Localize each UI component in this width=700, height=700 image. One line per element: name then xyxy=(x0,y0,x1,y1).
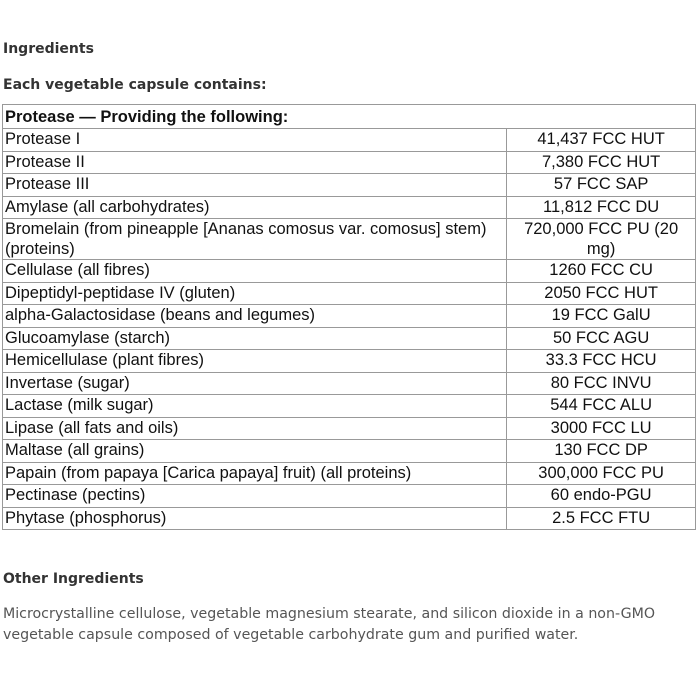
ingredient-name: Maltase (all grains) xyxy=(3,440,507,463)
table-row xyxy=(3,219,696,260)
ingredient-amount: 11,812 FCC DU xyxy=(507,196,696,219)
ingredient-name: Protease II xyxy=(3,151,507,174)
ingredient-amount: 544 FCC ALU xyxy=(507,395,696,418)
ingredient-name: Protease III xyxy=(3,174,507,197)
ingredients-table xyxy=(2,104,696,530)
table-row xyxy=(3,282,696,305)
ingredient-amount: 60 endo-PGU xyxy=(507,485,696,508)
table-row xyxy=(3,151,696,174)
ingredient-amount: 720,000 FCC PU (20 mg) xyxy=(507,219,696,260)
ingredient-name: Phytase (phosphorus) xyxy=(3,507,507,530)
ingredient-amount: 50 FCC AGU xyxy=(507,327,696,350)
each-capsule-heading: Each vegetable capsule contains: xyxy=(3,77,267,93)
ingredient-amount: 19 FCC GalU xyxy=(507,305,696,328)
table-row xyxy=(3,440,696,463)
table-row xyxy=(3,485,696,508)
ingredient-name: Pectinase (pectins) xyxy=(3,485,507,508)
table-row xyxy=(3,372,696,395)
table-row xyxy=(3,260,696,283)
ingredient-amount: 2050 FCC HUT xyxy=(507,282,696,305)
other-ingredients-heading: Other Ingredients xyxy=(3,571,144,587)
ingredient-name: Dipeptidyl-peptidase IV (gluten) xyxy=(3,282,507,305)
ingredient-name: Amylase (all carbohydrates) xyxy=(3,196,507,219)
ingredient-amount: 2.5 FCC FTU xyxy=(507,507,696,530)
table-row xyxy=(3,395,696,418)
table-row xyxy=(3,417,696,440)
ingredient-name: alpha-Galactosidase (beans and legumes) xyxy=(3,305,507,328)
ingredient-amount: 57 FCC SAP xyxy=(507,174,696,197)
table-row xyxy=(3,462,696,485)
ingredient-name: Lipase (all fats and oils) xyxy=(3,417,507,440)
ingredient-amount: 33.3 FCC HCU xyxy=(507,350,696,373)
table-row xyxy=(3,129,696,152)
ingredient-name: Papain (from papaya [Carica papaya] fruit) (all proteins) xyxy=(3,462,507,485)
ingredient-name: Hemicellulase (plant fibres) xyxy=(3,350,507,373)
other-ingredients-text: Microcrystalline cellulose, vegetable magnesium stearate, and silicon dioxide in a non-GMO vegetable capsule composed of vegetable carbohydrate gum and purified water. xyxy=(3,606,656,643)
table-header-cell: Protease — Providing the following: xyxy=(3,105,696,129)
ingredient-name: Bromelain (from pineapple [Ananas comosus var. comosus] stem) (proteins) xyxy=(3,219,507,260)
ingredient-amount: 1260 FCC CU xyxy=(507,260,696,283)
ingredient-amount: 130 FCC DP xyxy=(507,440,696,463)
ingredients-heading: Ingredients xyxy=(3,41,94,57)
table-row xyxy=(3,327,696,350)
table-header-row xyxy=(3,105,696,129)
table-row xyxy=(3,196,696,219)
ingredient-name: Lactase (milk sugar) xyxy=(3,395,507,418)
ingredient-amount: 7,380 FCC HUT xyxy=(507,151,696,174)
table-row xyxy=(3,305,696,328)
ingredient-amount: 41,437 FCC HUT xyxy=(507,129,696,152)
table-row xyxy=(3,350,696,373)
table-row xyxy=(3,174,696,197)
ingredient-name: Glucoamylase (starch) xyxy=(3,327,507,350)
ingredient-amount: 3000 FCC LU xyxy=(507,417,696,440)
table-row xyxy=(3,507,696,530)
ingredient-amount: 300,000 FCC PU xyxy=(507,462,696,485)
ingredient-amount: 80 FCC INVU xyxy=(507,372,696,395)
ingredient-name: Invertase (sugar) xyxy=(3,372,507,395)
ingredient-name: Protease I xyxy=(3,129,507,152)
ingredient-name: Cellulase (all fibres) xyxy=(3,260,507,283)
